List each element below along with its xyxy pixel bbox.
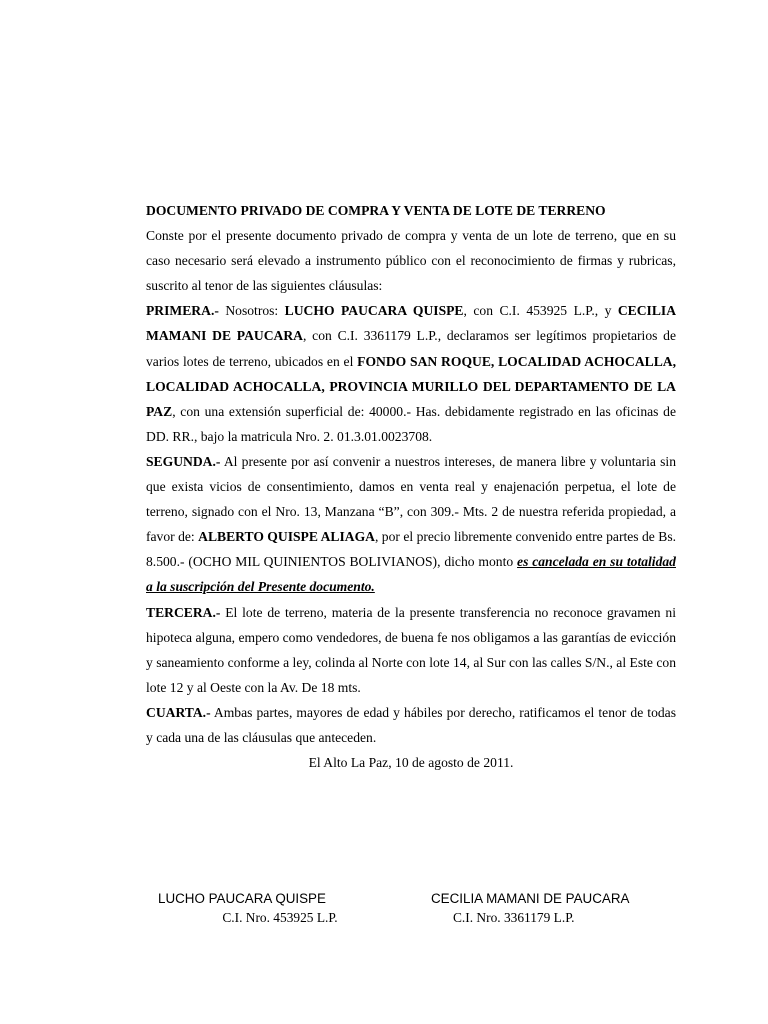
clause-text: , con C.I. 453925 L.P., y: [463, 303, 618, 319]
clause-heading: CUARTA.-: [146, 704, 211, 720]
clause-text: Ambas partes, mayores de edad y hábiles por derecho, ratificamos el tenor de todas y cada una de las cláusulas que anteceden.: [146, 704, 676, 745]
payment-emphasis: es cancelada en su totalidad a la suscripción del Presente documento.: [146, 554, 676, 595]
clause-heading: TERCERA.-: [146, 604, 221, 620]
signature-block-seller-1: [150, 889, 410, 927]
clause-text: , con C.I. 3361179 L.P., declaramos ser legítimos propietarios de varios lotes de terreno, ubicados en el: [146, 328, 677, 369]
buyer-name: ALBERTO QUISPE ALIAGA: [198, 529, 375, 545]
document-body: [146, 198, 676, 775]
clause-primera: [146, 298, 676, 449]
document-title: DOCUMENTO PRIVADO DE COMPRA Y VENTA DE LOTE DE TERRENO: [146, 203, 606, 218]
seller-name: CECILIA MAMANI DE PAUCARA: [146, 303, 677, 344]
property-location: FONDO SAN ROQUE, LOCALIDAD ACHOCALLA, LOCALIDAD ACHOCALLA, PROVINCIA MURILLO DEL DEPARTAMENTO DE LA PAZ: [146, 353, 676, 419]
clause-text: Nosotros:: [218, 303, 285, 319]
clause-text: Al presente por así convenir a nuestros intereses, de manera libre y voluntaria sin que exista vicios de consentimiento, damos en venta real y enajenación perpetua, el lote de terreno, signado con el Nro. 13, Manzana “B”, con 309.- Mts. 2 de nuestra referida propiedad, a favor de:: [146, 453, 676, 545]
signature-ci: C.I. Nro. 3361179 L.P.: [453, 910, 575, 925]
clause-tercera: [146, 600, 676, 700]
signature-name: LUCHO PAUCARA QUISPE: [158, 891, 326, 906]
intro-paragraph: Conste por el presente documento privado de compra y venta de un lote de terreno, que en su caso necesario será elevado a instrumento público con el reconocimiento de firmas y rubricas, suscrito al tenor de las siguientes cláusulas:: [146, 228, 676, 294]
signature-name: CECILIA MAMANI DE PAUCARA: [431, 891, 630, 906]
signature-block-seller-2: [420, 889, 680, 927]
place-date: El Alto La Paz, 10 de agosto de 2011.: [308, 755, 514, 771]
clause-cuarta: [146, 700, 676, 750]
seller-name: LUCHO PAUCARA QUISPE: [284, 303, 464, 319]
clause-text: , por el precio libremente convenido entre partes de Bs. 8.500.- (OCHO MIL QUINIENTOS BOLIVIANOS), dicho monto: [146, 529, 677, 570]
clause-text: El lote de terreno, materia de la presente transferencia no reconoce gravamen ni hipoteca alguna, empero como vendedores, de buena fe nos obligamos a las garantías de evicción y saneamiento conforme a ley, colinda al Norte con lote 14, al Sur con las calles S/N., al Este con lote 12 y al Oeste con la Av. De 18 mts.: [146, 604, 676, 695]
clause-segunda: [146, 449, 676, 600]
clause-text: , con una extensión superficial de: 40000.- Has. debidamente registrado en las oficinas de DD. RR., bajo la matricula Nro. 2. 01.3.01.0023708.: [146, 403, 676, 444]
clause-heading: PRIMERA.-: [146, 303, 219, 319]
signature-ci: C.I. Nro. 453925 L.P.: [222, 910, 338, 925]
clause-heading: SEGUNDA.-: [146, 453, 221, 469]
